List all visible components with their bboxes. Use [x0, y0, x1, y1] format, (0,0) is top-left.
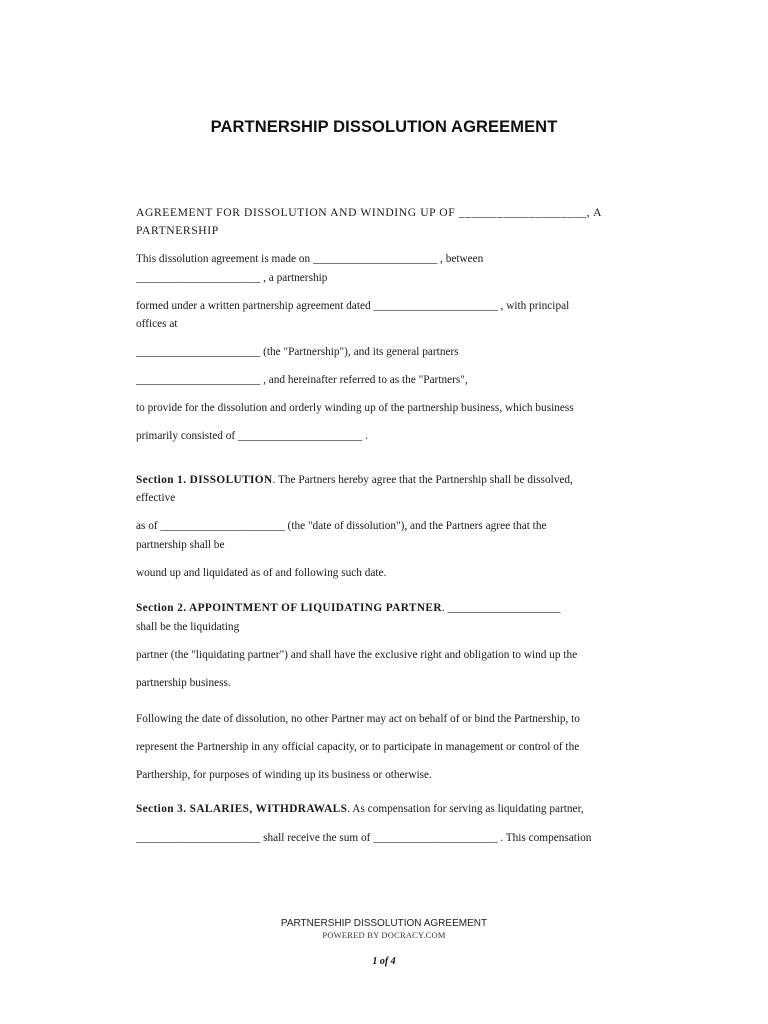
- section-3-text: . As compensation for serving as liquidating partner,: [347, 803, 584, 815]
- page-number: 1 of 4: [372, 956, 396, 967]
- body-line-2: ______________________ , a partnership: [136, 272, 328, 284]
- section-1-line-2: effective: [136, 492, 176, 504]
- body-line-8: primarily consisted of ______________________ .: [136, 430, 368, 442]
- section-2-heading: Section 2. APPOINTMENT OF LIQUIDATING PARTNER: [136, 602, 442, 614]
- body-line-3: formed under a written partnership agreement dated ______________________ , with principal: [136, 300, 570, 312]
- section-2-line-3: partner (the "liquidating partner") and shall have the exclusive right and obligation to wind up the: [136, 649, 578, 661]
- section-3-line-1: [136, 802, 636, 816]
- section-2-line-4: partnership business.: [136, 677, 231, 689]
- footer-title: PARTNERSHIP DISSOLUTION AGREEMENT: [280, 918, 488, 929]
- body-line-1: This dissolution agreement is made on ______________________ , between: [136, 253, 484, 265]
- section-1-heading: Section 1. DISSOLUTION: [136, 474, 273, 486]
- section-2-text: . ____________________: [441, 602, 561, 614]
- intro-line-1: AGREEMENT FOR DISSOLUTION AND WINDING UP OF ____________________, A: [136, 206, 603, 219]
- section-3-line-2: ______________________ shall receive the sum of ______________________ . This compensation: [136, 832, 592, 844]
- section-1-line-3: as of ______________________ (the "date of dissolution"), and the Partners agree that the: [136, 520, 547, 532]
- section-2-line-2: shall be the liquidating: [136, 621, 240, 633]
- section-1-line-5: wound up and liquidated as of and following such date.: [136, 567, 387, 579]
- section-2-line-6: represent the Partnership in any official capacity, or to participate in management or control of the: [136, 741, 580, 753]
- footer-powered-by: POWERED BY DOCRACY.COM: [322, 930, 446, 940]
- document-title: PARTNERSHIP DISSOLUTION AGREEMENT: [210, 118, 558, 136]
- section-1-text: . The Partners hereby agree that the Partnership shall be dissolved,: [272, 474, 573, 486]
- body-line-4: offices at: [136, 318, 178, 330]
- section-3-heading: Section 3. SALARIES, WITHDRAWALS: [136, 803, 348, 815]
- section-2-line-1: [136, 601, 636, 615]
- section-1-line-4: partnership shall be: [136, 539, 225, 551]
- section-1-line-1: [136, 473, 636, 487]
- section-2-line-7: Parthership, for purposes of winding up its business or otherwise.: [136, 769, 432, 781]
- section-2-line-5: Following the date of dissolution, no other Partner may act on behalf of or bind the Partnership, to: [136, 713, 580, 725]
- intro-line-2: PARTNERSHIP: [136, 224, 219, 237]
- body-line-6: ______________________ , and hereinafter referred to as the "Partners",: [136, 374, 468, 386]
- body-line-5: ______________________ (the "Partnership"), and its general partners: [136, 346, 459, 358]
- body-line-7: to provide for the dissolution and orderly winding up of the partnership business, which business: [136, 402, 574, 414]
